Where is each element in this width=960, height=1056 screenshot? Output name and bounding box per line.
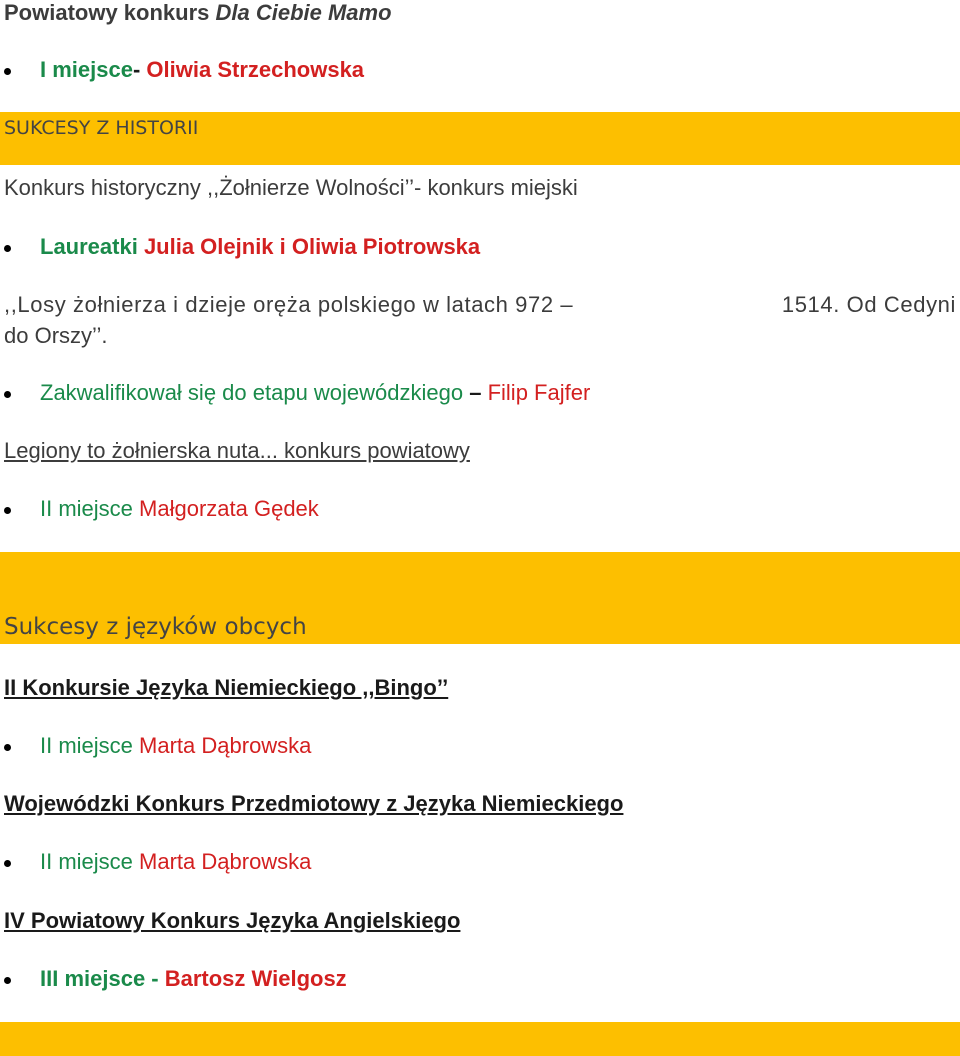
place-label: I miejsce: [40, 57, 133, 82]
bullet-icon: [4, 860, 11, 867]
winner-name: Marta Dąbrowska: [139, 733, 312, 758]
list-item: [40, 57, 364, 83]
section-title: Sukcesy z języków obcych: [4, 614, 307, 640]
bullet-icon: [4, 507, 11, 514]
place-label: II miejsce: [40, 496, 140, 521]
winner-name: Filip Fajfer: [487, 380, 591, 405]
section-banner-bottom: [0, 1022, 960, 1056]
section-banner-history: [0, 112, 960, 165]
contest-title-losy-cont: do Orszy’’.: [4, 323, 108, 348]
contest-title-bingo: II Konkursie Języka Niemieckiego ,,Bingo’’: [4, 675, 449, 700]
contest-title-part: 1514. Od Cedyni: [781, 292, 956, 317]
place-label: Laureatki: [40, 234, 144, 259]
bullet-icon: [4, 391, 11, 398]
list-item: [40, 380, 590, 406]
contest-title-losy: [4, 292, 956, 318]
winner-name: Marta Dąbrowska: [139, 849, 312, 874]
contest-title-wojewodzki: Wojewódzki Konkurs Przedmiotowy z Języka Niemieckiego: [4, 791, 624, 816]
list-item: [40, 966, 347, 992]
bullet-icon: [4, 977, 11, 984]
contest-title-mamo: [4, 0, 956, 26]
contest-title-part: ,,Losy żołnierza i dzieje oręża polskiego w latach 972 –: [4, 292, 574, 317]
place-label: Zakwalifikował się do etapu wojewódzkiego: [40, 380, 470, 405]
bullet-icon: [4, 744, 11, 751]
bullet-icon: [4, 68, 11, 75]
list-item: [40, 733, 311, 759]
winner-name: Oliwia Strzechowska: [146, 57, 365, 82]
separator: -: [132, 57, 147, 82]
winner-name: Bartosz Wielgosz: [164, 966, 347, 991]
winner-name: Julia Olejnik i Oliwia Piotrowska: [143, 234, 481, 259]
section-banner-languages: [0, 552, 960, 644]
contest-title-italic: Dla Ciebie Mamo: [215, 0, 392, 25]
place-label: II miejsce: [40, 849, 140, 874]
contest-title-history: Konkurs historyczny ,,Żołnierze Wolności’’- konkurs miejski: [4, 175, 578, 200]
list-item: [40, 849, 311, 875]
contest-title-legiony: Legiony to żołnierska nuta... konkurs powiatowy: [4, 438, 470, 463]
contest-title-angielski: IV Powiatowy Konkurs Języka Angielskiego: [4, 908, 461, 933]
winner-name: Małgorzata Gędek: [139, 496, 319, 521]
place-label: II miejsce: [40, 733, 140, 758]
bullet-icon: [4, 245, 11, 252]
separator: –: [469, 380, 488, 405]
list-item: [40, 496, 319, 522]
place-label: III miejsce -: [40, 966, 165, 991]
section-title: SUKCESY Z HISTORII: [4, 117, 199, 139]
contest-prefix: Powiatowy konkurs: [4, 0, 216, 25]
list-item: [40, 234, 480, 260]
